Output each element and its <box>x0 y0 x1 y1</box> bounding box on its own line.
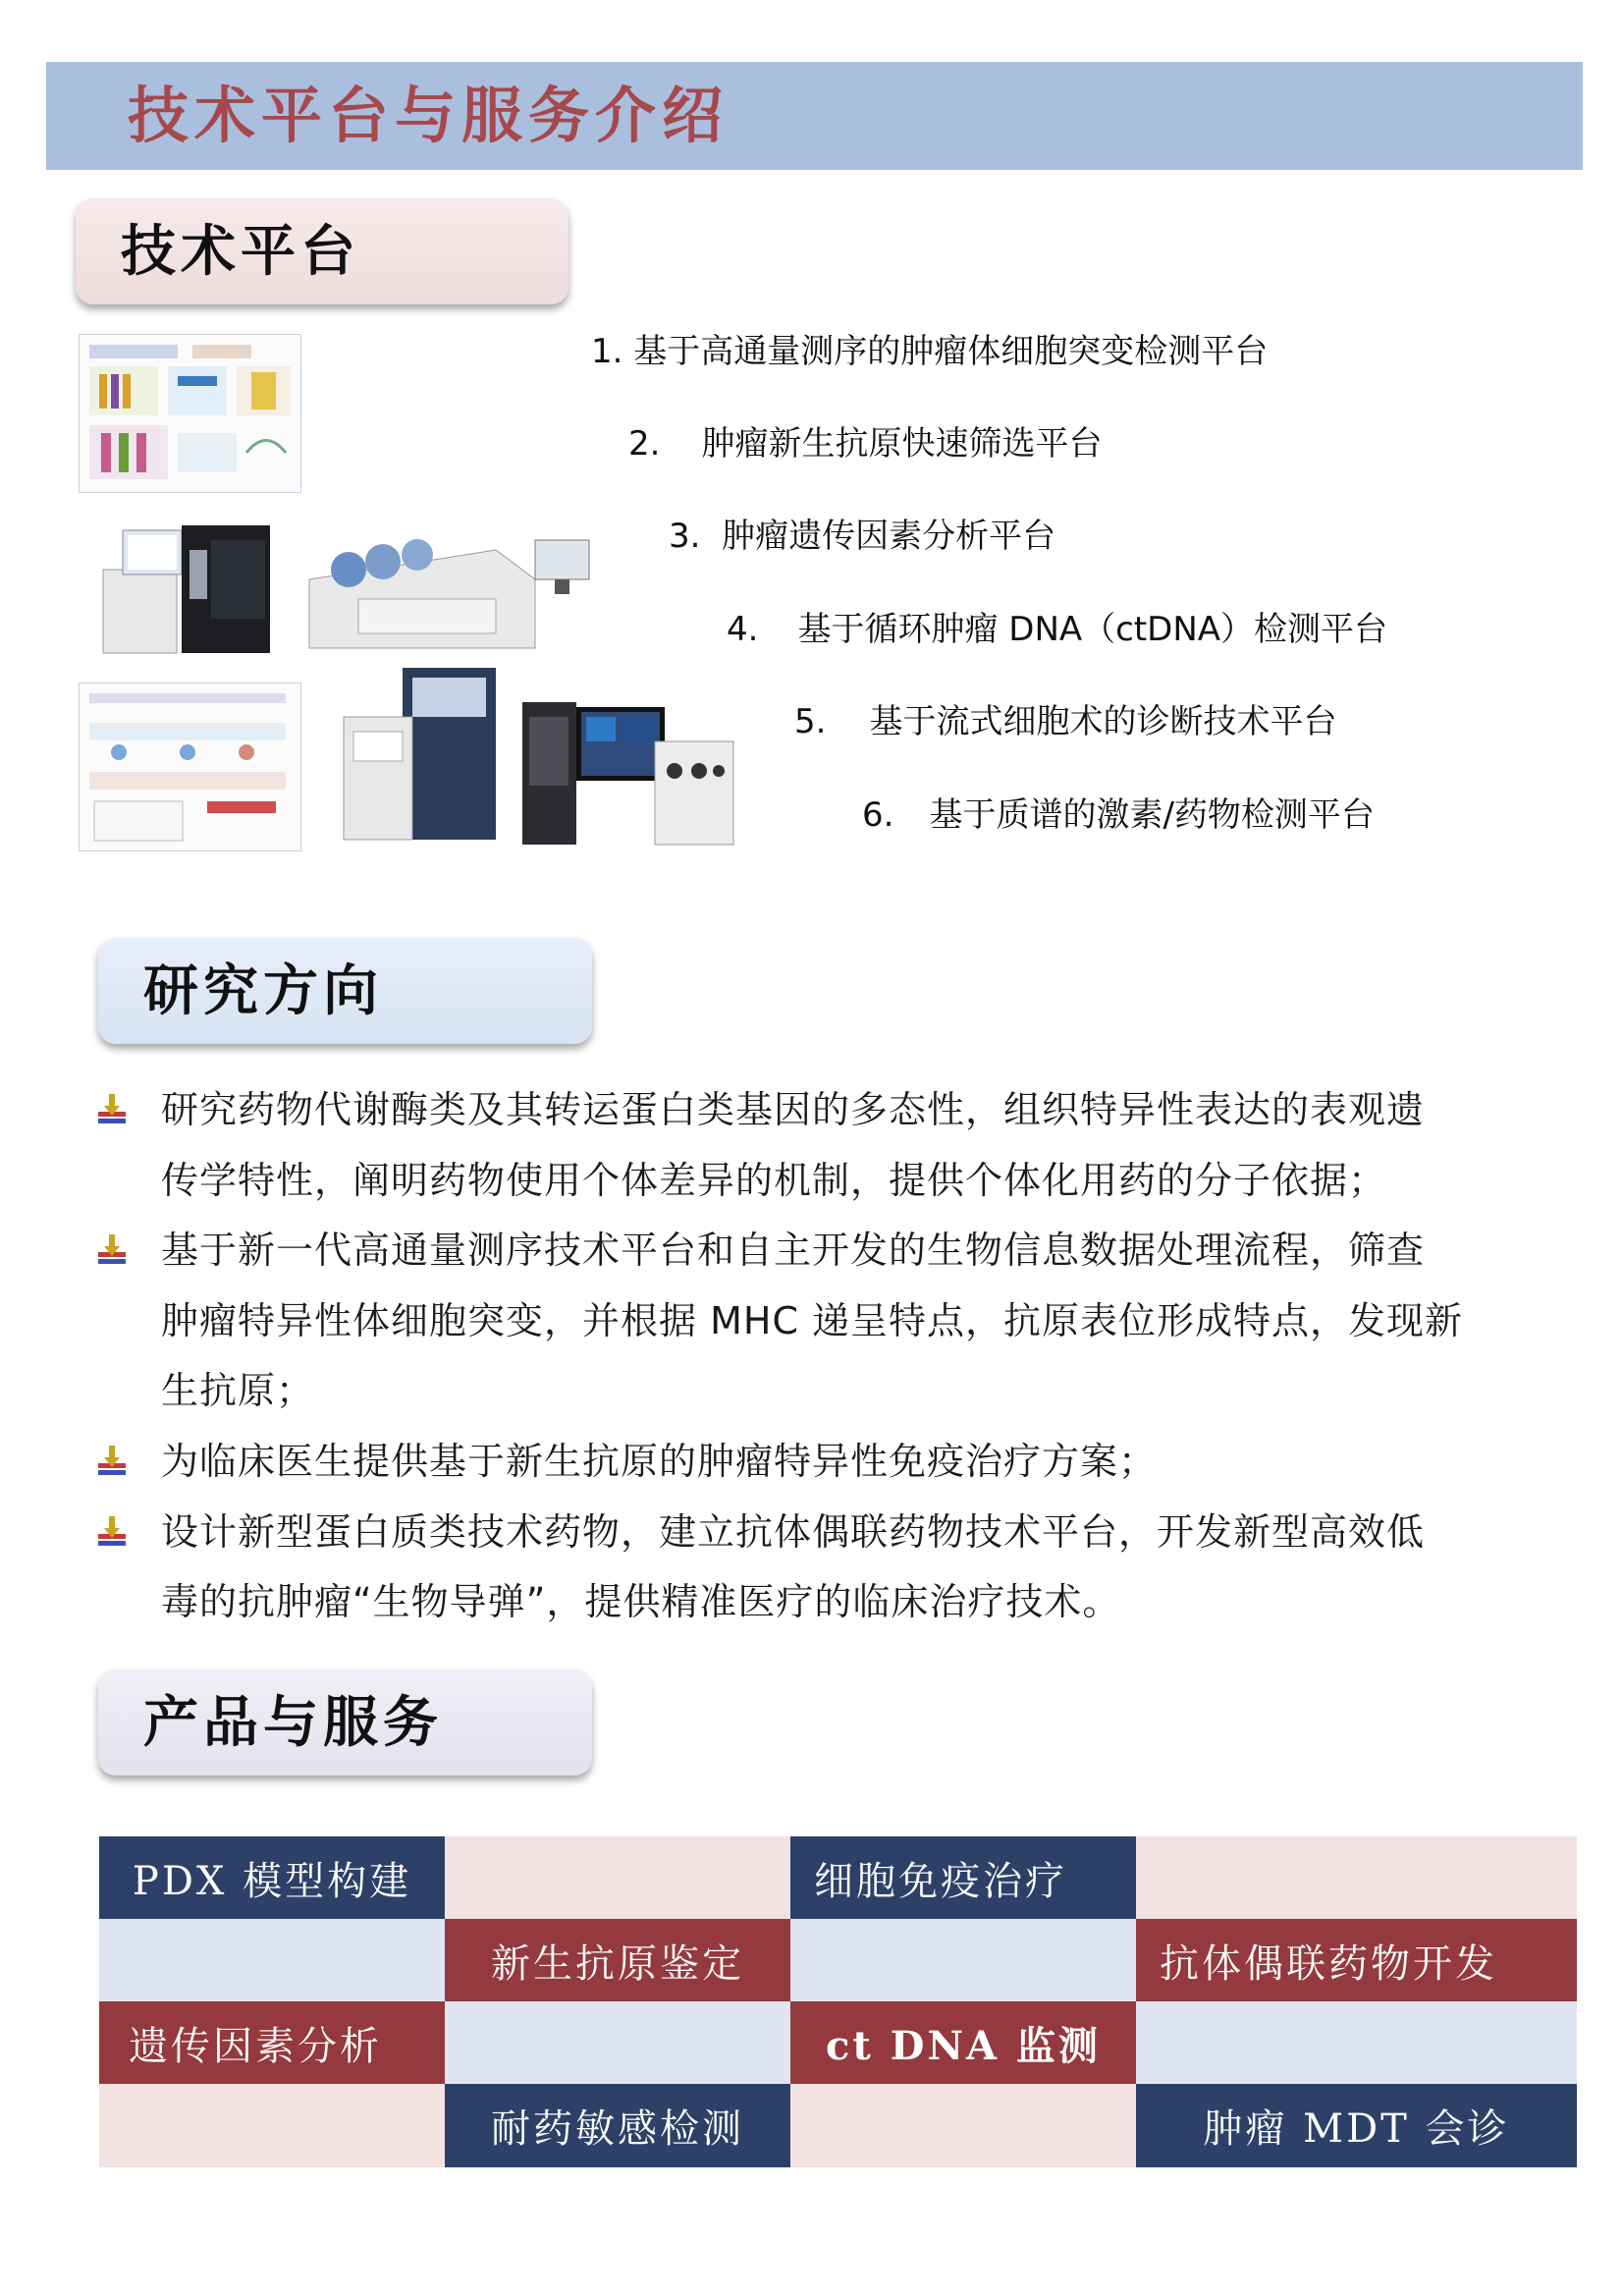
section-title-platform: 技术平台 <box>121 220 360 284</box>
section-tab-research <box>98 938 592 1044</box>
grid-spacer <box>790 1919 1136 2002</box>
sequencing-workflow-diagram <box>79 334 301 493</box>
research-text-line: 毒的抗肿瘤“生物导弹”，提供精准医疗的临床治疗技术。 <box>161 1580 1121 1623</box>
grid-spacer <box>445 2001 790 2085</box>
page-title: 技术平台与服务介绍 <box>128 80 730 151</box>
arrow-bullet-icon <box>96 1444 128 1479</box>
header-banner <box>46 62 1583 170</box>
grid-spacer <box>445 1836 790 1920</box>
grid-spacer <box>790 2084 1136 2167</box>
platform-item-6: 6. 基于质谱的激素/药物检测平台 <box>862 795 1375 835</box>
mass-spectrometer <box>334 658 511 845</box>
antigen-diagram <box>79 683 301 851</box>
research-text-line: 基于新一代高通量测序技术平台和自主开发的生物信息数据处理流程，筛查 <box>161 1229 1426 1272</box>
arrow-bullet-icon <box>96 1514 128 1550</box>
grid-spacer <box>99 2084 445 2167</box>
service-cell: 新生抗原鉴定 <box>445 1919 790 2002</box>
section-tab-platform <box>76 198 568 304</box>
service-cell: 抗体偶联药物开发 <box>1136 1919 1577 2002</box>
service-cell: 耐药敏感检测 <box>445 2084 790 2167</box>
platform-item-1: 1. 基于高通量测序的肿瘤体细胞突变检测平台 <box>591 332 1269 371</box>
service-cell: ct DNA 监测 <box>790 2001 1136 2085</box>
platform-item-4: 4. 基于循环肿瘤 DNA（ctDNA）检测平台 <box>727 610 1388 649</box>
research-text-line: 生抗原； <box>161 1369 315 1412</box>
service-cell: 遗传因素分析 <box>99 2001 445 2085</box>
platform-item-2: 2. 肿瘤新生抗原快速筛选平台 <box>628 424 1103 464</box>
lab-analyzer-instrument <box>299 511 594 658</box>
platform-item-5: 5. 基于流式细胞术的诊断技术平台 <box>794 702 1337 741</box>
flow-cytometer <box>517 687 738 849</box>
sequencer-instrument <box>93 511 290 658</box>
section-title-research: 研究方向 <box>143 959 383 1023</box>
grid-spacer <box>1136 1836 1577 1920</box>
service-cell: 肿瘤 MDT 会诊 <box>1136 2084 1577 2167</box>
platform-item-3: 3. 肿瘤遗传因素分析平台 <box>669 517 1056 556</box>
section-title-products: 产品与服务 <box>143 1691 443 1755</box>
service-cell: PDX 模型构建 <box>99 1836 445 1920</box>
service-cell: 细胞免疫治疗 <box>790 1836 1136 1920</box>
arrow-bullet-icon <box>96 1092 128 1127</box>
section-tab-products <box>98 1669 592 1776</box>
arrow-bullet-icon <box>96 1232 128 1268</box>
research-text-line: 传学特性，阐明药物使用个体差异的机制，提供个体化用药的分子依据； <box>161 1159 1387 1202</box>
grid-spacer <box>99 1919 445 2002</box>
grid-spacer <box>1136 2001 1577 2085</box>
research-text-line: 肿瘤特异性体细胞突变，并根据 MHC 递呈特点，抗原表位形成特点，发现新 <box>161 1299 1464 1342</box>
research-text-line: 研究药物代谢酶类及其转运蛋白类基因的多态性，组织特异性表达的表观遗 <box>161 1088 1426 1131</box>
research-text-line: 为临床医生提供基于新生抗原的肿瘤特异性免疫治疗方案； <box>161 1440 1158 1483</box>
service-grid <box>99 1836 1577 2167</box>
research-text-line: 设计新型蛋白质类技术药物，建立抗体偶联药物技术平台，开发新型高效低 <box>161 1510 1426 1554</box>
